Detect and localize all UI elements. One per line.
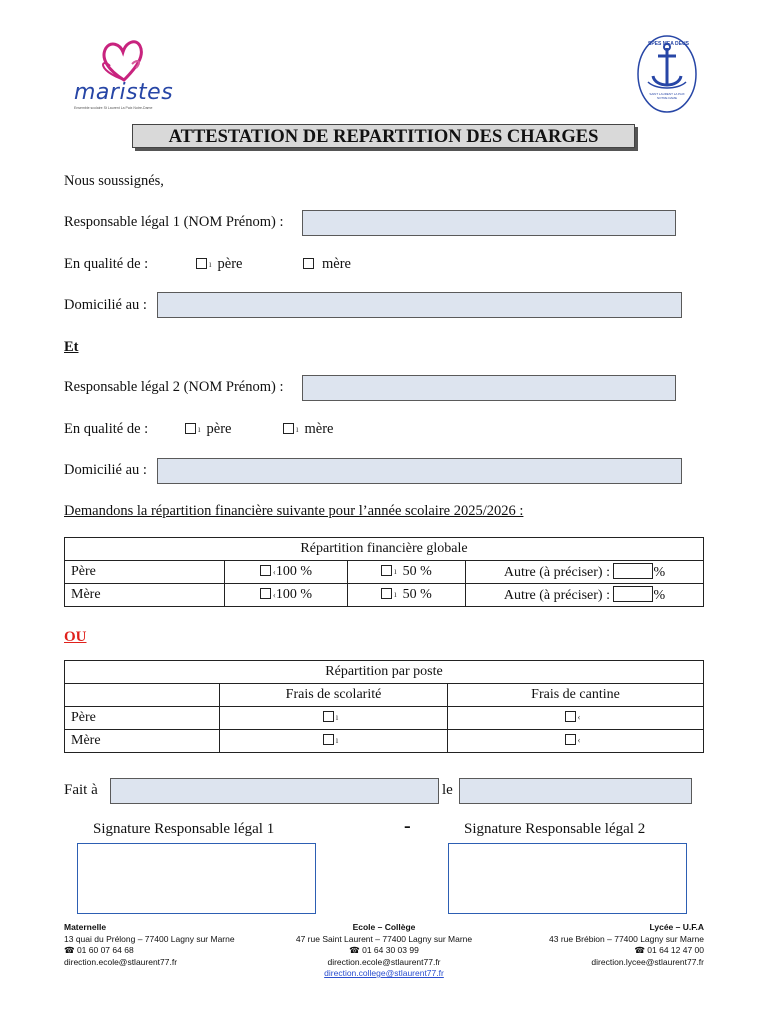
pere-pct-label: % xyxy=(653,565,666,580)
pere-100-label: 100 % xyxy=(275,564,313,579)
checkbox-mark-icon: ı xyxy=(198,424,201,434)
parent2-domicile-field[interactable] xyxy=(157,458,682,484)
maristes-logo xyxy=(70,36,180,112)
table1-mere-autre-cell xyxy=(466,584,704,607)
table1-mere-50-cell[interactable] xyxy=(348,584,466,607)
signature-dash: - xyxy=(404,815,411,837)
mere-50-label: 50 % xyxy=(402,587,432,602)
signature1-box[interactable] xyxy=(77,843,316,914)
mere-pct-label: % xyxy=(653,588,666,603)
et-label: Et xyxy=(64,339,79,355)
school-crest xyxy=(636,34,698,114)
mere-cantine-checkbox[interactable] xyxy=(565,734,576,745)
signature2-label: Signature Responsable légal 2 xyxy=(464,821,646,837)
parent2-name-field[interactable] xyxy=(302,375,676,401)
table-row xyxy=(65,707,704,730)
maristes-tagline: Ensemble scolaire St Laurent La Paix Notre-Dame xyxy=(74,106,153,110)
table1-pere-autre-cell xyxy=(466,561,704,584)
footer-right-email: direction.lycee@stlaurent77.fr xyxy=(591,956,704,967)
parent1-qualite-label: En qualité de : xyxy=(64,256,149,272)
parent2-pere-option[interactable] xyxy=(185,421,231,438)
crest-name: SAINT LAURENT LA PAIX NOTRE DAME xyxy=(649,92,685,100)
footer-lycee xyxy=(504,922,704,968)
parent1-domicile-label: Domicilié au : xyxy=(64,297,147,313)
date-field[interactable] xyxy=(459,778,692,804)
footer-left-title: Maternelle xyxy=(64,922,107,932)
table1-pere-50-cell[interactable] xyxy=(348,561,466,584)
pere-50-checkbox[interactable] xyxy=(381,565,392,576)
table1-row-label: Père xyxy=(65,561,225,584)
footer-left-address: 13 quai du Prélong – 77400 Lagny sur Marne xyxy=(64,933,235,944)
parent1-pere-checkbox[interactable] xyxy=(196,258,207,269)
le-label: le xyxy=(442,782,453,798)
pere-autre-label: Autre (à préciser) : xyxy=(503,565,610,580)
checkbox-mark-icon: ‹ xyxy=(577,712,581,722)
ou-label: OU xyxy=(64,629,87,645)
parent1-mere-checkbox[interactable] xyxy=(303,258,314,269)
mere-scolarite-checkbox[interactable] xyxy=(323,734,334,745)
parent1-pere-option[interactable] xyxy=(196,256,242,273)
parent1-mere-label: mère xyxy=(322,256,351,272)
parent2-domicile-label: Domicilié au : xyxy=(64,462,147,478)
table1-pere-100-cell[interactable] xyxy=(225,561,348,584)
pere-50-label: 50 % xyxy=(402,564,432,579)
table1-mere-100-cell[interactable] xyxy=(225,584,348,607)
table2-header: Répartition par poste xyxy=(65,661,704,684)
pere-scolarite-checkbox[interactable] xyxy=(323,711,334,722)
fait-label: Fait à xyxy=(64,782,98,798)
checkbox-mark-icon: ı xyxy=(209,259,212,269)
mere-autre-input[interactable] xyxy=(613,586,653,602)
parent2-pere-label: père xyxy=(206,421,232,437)
footer-center-title: Ecole – Collège xyxy=(352,922,416,932)
repartition-poste-table xyxy=(64,660,704,753)
parent1-mere-option[interactable] xyxy=(303,256,351,273)
footer-right-address: 43 rue Brébion – 77400 Lagny sur Marne xyxy=(549,933,704,944)
table2-row-label: Père xyxy=(65,707,220,730)
parent1-name-field[interactable] xyxy=(302,210,676,236)
parent1-domicile-field[interactable] xyxy=(157,292,682,318)
checkbox-mark-icon: ‹ xyxy=(272,567,276,577)
table-row xyxy=(65,730,704,753)
checkbox-mark-icon: ‹ xyxy=(272,590,276,600)
footer-right-title: Lycée – U.F.A xyxy=(649,922,704,932)
table-row xyxy=(65,584,704,607)
footer-college-email-link[interactable]: direction.college@stlaurent77.fr xyxy=(324,968,444,978)
checkbox-mark-icon: ı xyxy=(335,735,339,745)
pere-autre-input[interactable] xyxy=(613,563,653,579)
parent2-pere-checkbox[interactable] xyxy=(185,423,196,434)
footer-right-phone: ☎ 01 64 12 47 00 xyxy=(634,945,704,955)
table2-col-cantine: Frais de cantine xyxy=(448,684,704,707)
fait-a-field[interactable] xyxy=(110,778,439,804)
mere-cantine-cell[interactable] xyxy=(448,730,704,753)
checkbox-mark-icon: ‹ xyxy=(577,735,581,745)
mere-scolarite-cell[interactable] xyxy=(220,730,448,753)
table1-header: Répartition financière globale xyxy=(65,538,704,561)
checkbox-mark-icon: ı xyxy=(394,566,397,576)
checkbox-mark-icon: ı xyxy=(394,589,397,599)
pere-cantine-checkbox[interactable] xyxy=(565,711,576,722)
intro-text: Nous soussignés, xyxy=(64,173,164,189)
footer-center-phone: ☎ 01 64 30 03 99 xyxy=(349,945,419,955)
pere-scolarite-cell[interactable] xyxy=(220,707,448,730)
mere-50-checkbox[interactable] xyxy=(381,588,392,599)
table1-row-label: Mère xyxy=(65,584,225,607)
table2-empty-cell xyxy=(65,684,220,707)
parent2-mere-option[interactable] xyxy=(283,421,334,438)
maristes-wordmark: maristes xyxy=(74,80,174,105)
footer-center-email: direction.ecole@stlaurent77.fr xyxy=(327,956,441,967)
footer-ecole-college xyxy=(264,922,504,980)
demande-text: Demandons la répartition financière suivante pour l’année scolaire 2025/2026 : xyxy=(64,503,524,519)
mere-100-checkbox[interactable] xyxy=(260,588,271,599)
checkbox-mark-icon: ı xyxy=(335,712,339,722)
pere-cantine-cell[interactable] xyxy=(448,707,704,730)
parent1-pere-label: père xyxy=(217,256,243,272)
signature1-label: Signature Responsable légal 1 xyxy=(93,821,275,837)
mere-100-label: 100 % xyxy=(275,587,313,602)
parent2-name-label: Responsable légal 2 (NOM Prénom) : xyxy=(64,379,284,395)
parent2-mere-label: mère xyxy=(304,421,334,437)
heart-logo-icon xyxy=(70,36,180,84)
checkbox-mark-icon: ı xyxy=(296,424,299,434)
footer-center-address: 47 rue Saint Laurent – 77400 Lagny sur Marne xyxy=(295,933,473,944)
page-title: ATTESTATION DE REPARTITION DES CHARGES xyxy=(132,124,635,148)
parent2-qualite-label: En qualité de : xyxy=(64,421,149,437)
repartition-globale-table xyxy=(64,537,704,607)
pere-100-checkbox[interactable] xyxy=(260,565,271,576)
table-row xyxy=(65,561,704,584)
crest-motto: SPES MEA DEUS xyxy=(648,41,689,47)
parent1-name-label: Responsable légal 1 (NOM Prénom) : xyxy=(64,214,284,230)
table2-col-scolarite: Frais de scolarité xyxy=(220,684,448,707)
parent2-mere-checkbox[interactable] xyxy=(283,423,294,434)
table2-row-label: Mère xyxy=(65,730,220,753)
signature2-box[interactable] xyxy=(448,843,687,914)
mere-autre-label: Autre (à préciser) : xyxy=(503,588,610,603)
footer-maternelle xyxy=(64,922,235,968)
footer-left-email: direction.ecole@stlaurent77.fr xyxy=(64,956,178,967)
footer-left-phone: ☎ 01 60 07 64 68 xyxy=(64,945,134,955)
